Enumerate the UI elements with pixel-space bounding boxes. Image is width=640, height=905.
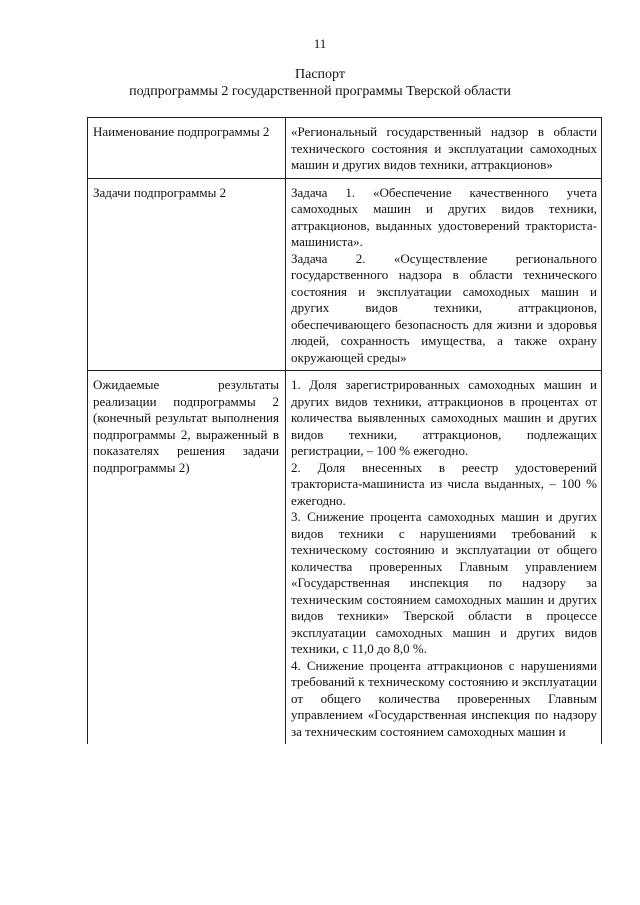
table-row-tasks bbox=[88, 178, 602, 371]
page-number: 11 bbox=[313, 36, 327, 51]
row-value-paragraph: Задача 1. «Обеспечение качественного учета самоходных машин и других видов техники, аттракционов, выданных удостоверений тракториста-машиниста». bbox=[291, 184, 597, 249]
row-value-paragraph: Задача 2. «Осуществление регионального государственного надзора в области технического состояния и эксплуатации самоходных машин и других видов техники, аттракционов, обеспечивающего безопасность для жизни и здоровья людей, сохранность имущества, а также охрану окружающей среды» bbox=[291, 250, 597, 365]
row-value-cell bbox=[286, 118, 602, 179]
row-value-paragraph: 4. Снижение процента аттракционов с нарушениями требований к техническому состоянию и эксплуатации от общего количества проверенных Главным управлением «Государственная инспекция по надзору за техническим состоянием самоходных машин и bbox=[291, 657, 597, 739]
row-value-paragraph: «Региональный государственный надзор в области технического состояния и эксплуатации самоходных машин и других видов техники, аттракционов» bbox=[291, 124, 597, 172]
row-label-cell bbox=[88, 118, 286, 179]
row-label-cell bbox=[88, 178, 286, 371]
row-label-cell bbox=[88, 371, 286, 745]
title-line-1: Паспорт bbox=[295, 67, 345, 82]
table-row-name bbox=[88, 118, 602, 179]
title-line-2: подпрограммы 2 государственной программы Тверской области bbox=[129, 84, 511, 99]
table-row-results bbox=[88, 371, 602, 745]
row-label: Задачи подпрограммы 2 bbox=[93, 184, 227, 200]
row-label: Наименование подпрограммы 2 bbox=[93, 124, 270, 139]
document-title bbox=[0, 66, 640, 100]
row-value-paragraph: 2. Доля внесенных в реестр удостоверений тракториста-машиниста из числа выданных, – 100 % ежегодно. bbox=[291, 459, 597, 508]
row-value-paragraph: 1. Доля зарегистрированных самоходных машин и других видов техники, аттракционов в процентах от количества выявленных самоходных машин и других видов техники, аттракционов, подлежащих регистрации, – 100 % ежегодно. bbox=[291, 377, 597, 458]
row-value-cell bbox=[286, 178, 602, 371]
row-value-cell bbox=[286, 371, 602, 745]
passport-table bbox=[87, 117, 602, 744]
row-label: Ожидаемые результаты реализации подпрограммы 2 (конечный результат выполнения подпрограммы 2, выраженный в показателях решения задачи подпрограммы 2) bbox=[93, 377, 279, 475]
row-value-paragraph: 3. Снижение процента самоходных машин и других видов техники с нарушениями требований к техническому состоянию и эксплуатации от общего количества проверенных Главным управлением «Государственная инспекция по надзору за техническим состоянием самоходных машин и других видов техники» Тверской области в процессе эксплуатации самоходных машин и других видов техники, с 11,0 до 8,0 %. bbox=[291, 509, 597, 656]
